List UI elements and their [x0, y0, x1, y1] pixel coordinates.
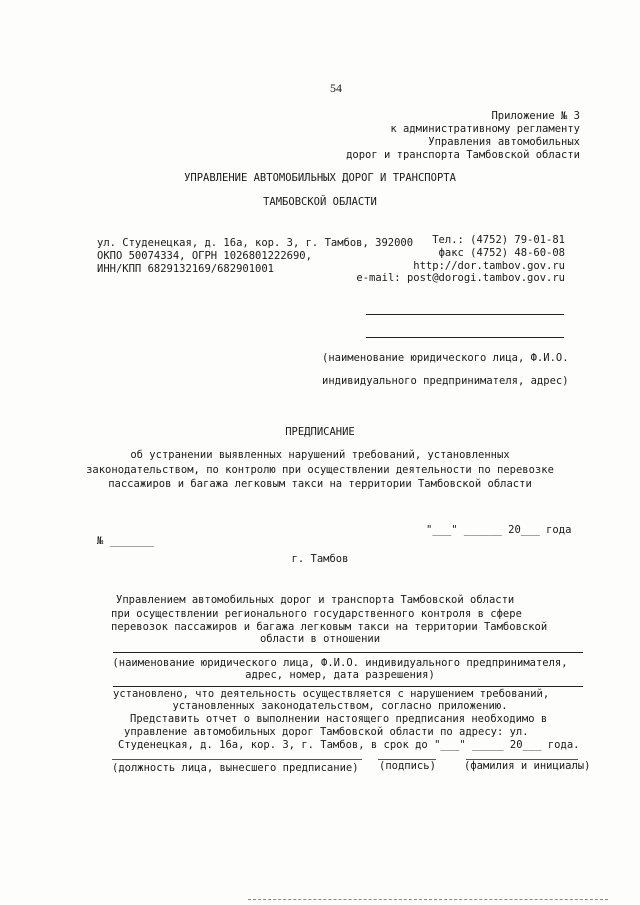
- fill-line-1: [113, 652, 583, 653]
- org-website: http://dor.tambov.gov.ru: [413, 260, 565, 272]
- org-okpo: ОКПО 50074334, ОГРН 1026801222690,: [97, 250, 312, 262]
- org-title-line-1: УПРАВЛЕНИЕ АВТОМОБИЛЬНЫХ ДОРОГ И ТРАНСПОРТА: [184, 172, 456, 184]
- document-subtitle-line-2: законодательством, по контролю при осуществлении деятельности по перевозке: [86, 464, 554, 476]
- signature-position-line: [112, 759, 362, 760]
- appendix-line-3: Управления автомобильных: [428, 136, 580, 148]
- document-subtitle-line-3: пассажиров и багажа легковым такси на территории Тамбовской области: [108, 478, 532, 490]
- fill-line-2: [113, 686, 583, 687]
- org-email: e-mail: post@dorogi.tambov.gov.ru: [356, 272, 565, 284]
- body-para2-line-1: установлено, что деятельность осуществляется с нарушением требований,: [113, 688, 550, 700]
- body-para2-line-2: установленных законодательством, согласно приложению.: [172, 700, 508, 712]
- org-title-line-2: ТАМБОВСКОЙ ОБЛАСТИ: [263, 196, 377, 208]
- body-para1-line-2: при осуществлении регионального государственного контроля в сфере: [111, 608, 522, 620]
- signature-sign-caption: (подпись): [379, 760, 436, 772]
- caption2-line-1: (наименование юридического лица, Ф.И.О. индивидуального предпринимателя,: [112, 657, 568, 669]
- body-para3-line-1: Представить отчет о выполнении настоящего предписания необходимо в: [130, 713, 548, 725]
- org-inn: ИНН/КПП 6829132169/682901001: [97, 263, 275, 275]
- org-phone: Тел.: (4752) 79-01-81: [432, 234, 565, 246]
- recipient-line-1: [366, 314, 564, 315]
- recipient-caption-line-2: индивидуального предпринимателя, адрес): [322, 375, 569, 387]
- body-para1-line-3: перевозок пассажиров и багажа легковым такси на территории Тамбовской: [111, 621, 548, 633]
- signature-position-caption: (должность лица, вынесшего предписание): [112, 762, 359, 774]
- recipient-caption-line-1: (наименование юридического лица, Ф.И.О.: [322, 352, 569, 364]
- document-date: "___" ______ 20___ года: [426, 524, 572, 536]
- document-title: ПРЕДПИСАНИЕ: [285, 426, 355, 438]
- recipient-line-2: [366, 337, 564, 338]
- appendix-line-4: дорог и транспорта Тамбовской области: [346, 149, 580, 161]
- signature-name-caption: (фамилия и инициалы): [464, 760, 591, 772]
- document-city: г. Тамбов: [291, 553, 349, 565]
- document-number: № _______: [97, 535, 154, 547]
- document-subtitle-line-1: об устранении выявленных нарушений требований, установленных: [130, 449, 510, 461]
- org-fax: факс (4752) 48-60-08: [438, 247, 565, 259]
- appendix-line-2: к административному регламенту: [390, 123, 580, 135]
- body-para1-line-1: Управлением автомобильных дорог и транспорта Тамбовской области: [116, 594, 515, 606]
- page-number: 54: [330, 81, 342, 95]
- appendix-line-1: Приложение № 3: [491, 110, 580, 122]
- bottom-scan-artifact: [248, 899, 608, 900]
- org-address: ул. Студенецкая, д. 16а, кор. 3, г. Тамбов, 392000: [97, 237, 414, 249]
- body-para3-line-2: управление автомобильных дорог Тамбовской области по адресу: ул.: [124, 726, 529, 738]
- caption2-line-2: адрес, номер, дата разрешения): [245, 669, 435, 681]
- body-para3-line-3: Студенецкая, д. 16а, кор. 3, г. Тамбов, в срок до "___" _____ 20___ года.: [118, 739, 580, 751]
- body-para1-line-4: области в отношении: [259, 633, 381, 645]
